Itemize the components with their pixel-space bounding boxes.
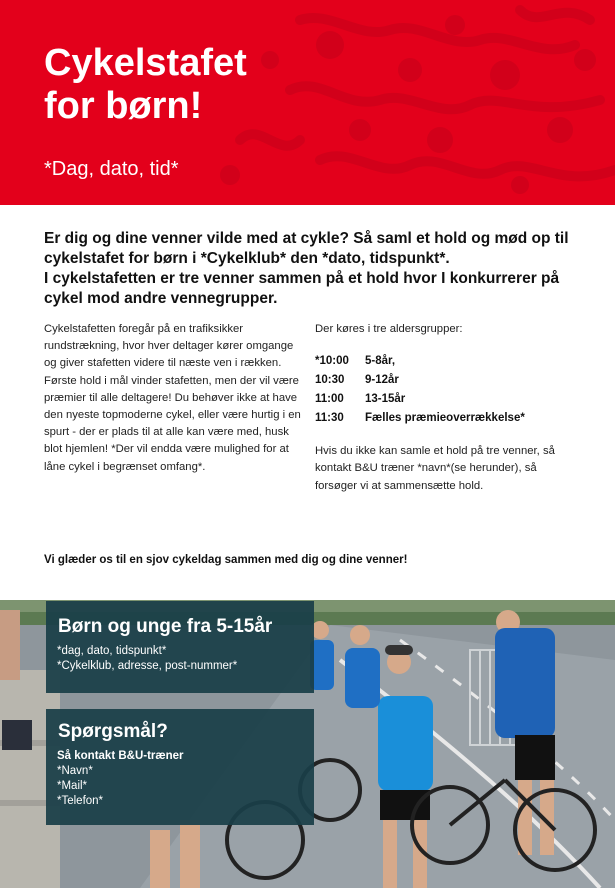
schedule-time: 10:30 (315, 374, 345, 387)
schedule-row (315, 409, 565, 428)
contact-text: Hvis du ikke kan samle et hold på tre venner, så kontakt B&U træner *navn*(se herunder), så forsøger vi at sammensætte hold. (315, 445, 555, 492)
contact-panel (46, 709, 314, 825)
left-column (44, 321, 306, 476)
right-column (315, 321, 565, 495)
schedule-label: 13-15år (365, 393, 406, 406)
contact-phone: *Telefon* (57, 795, 104, 807)
schedule-time: 11:00 (315, 393, 344, 406)
schedule-list (315, 352, 565, 428)
schedule-label: 5-8år, (365, 355, 396, 368)
info-panel-title: Børn og unge fra 5-15år (58, 616, 273, 637)
contact-mail: *Mail* (57, 780, 88, 792)
contact-name: *Navn* (57, 765, 93, 777)
page-subtitle: *Dag, dato, tid* (44, 158, 179, 180)
info-panel (46, 601, 314, 693)
info-panel-date: *dag, dato, tidspunkt* (57, 645, 167, 657)
info-panel-address: *Cykelklub, adresse, post-nummer* (57, 660, 238, 672)
schedule-time: 11:30 (315, 412, 344, 425)
intro-text (44, 229, 574, 309)
contact-panel-lead: Så kontakt B&U-træner (57, 750, 184, 762)
page-title: Cykelstafet for børn! (44, 42, 247, 127)
left-column-text: Cykelstafetten foregår på en trafiksikker rundstrækning, hvor hver deltager kører omgange og giver stafetten videre til næste ven i rækken. Første hold i mål vinder stafetten, men der vil være præmier til alle deltagere! Du behøver ikke at have den nyeste topmoderne cykel, eller være hurtig i en spurt - der er plads til at alle kan være med, husk blot hjemlen! *Der vil endda være mulighed for at låne cykel i begrænset omfang*. (44, 323, 301, 473)
schedule-row (315, 352, 565, 371)
header-banner (0, 0, 615, 205)
schedule-time: *10:00 (315, 355, 349, 368)
closing-text: Vi glæder os til en sjov cykeldag sammen med dig og dine venner! (44, 554, 408, 566)
age-groups-intro: Der køres i tre aldersgrupper: (315, 323, 463, 335)
contact-panel-title: Spørgsmål? (58, 721, 168, 742)
schedule-row (315, 371, 565, 390)
schedule-label: Fælles præmieoverrækkelse* (365, 412, 525, 425)
schedule-label: 9-12år (365, 374, 399, 387)
intro-line-2: I cykelstafetten er tre venner sammen på et hold hvor I konkurrerer på cykel mod andre vennegrupper. (44, 270, 560, 307)
intro-line-1: Er dig og dine venner vilde med at cykle? Så saml et hold og mød op til cykelstafet for børn i *Cykelklub* den *dato, tidspunkt*. (44, 230, 569, 267)
schedule-row (315, 390, 565, 409)
